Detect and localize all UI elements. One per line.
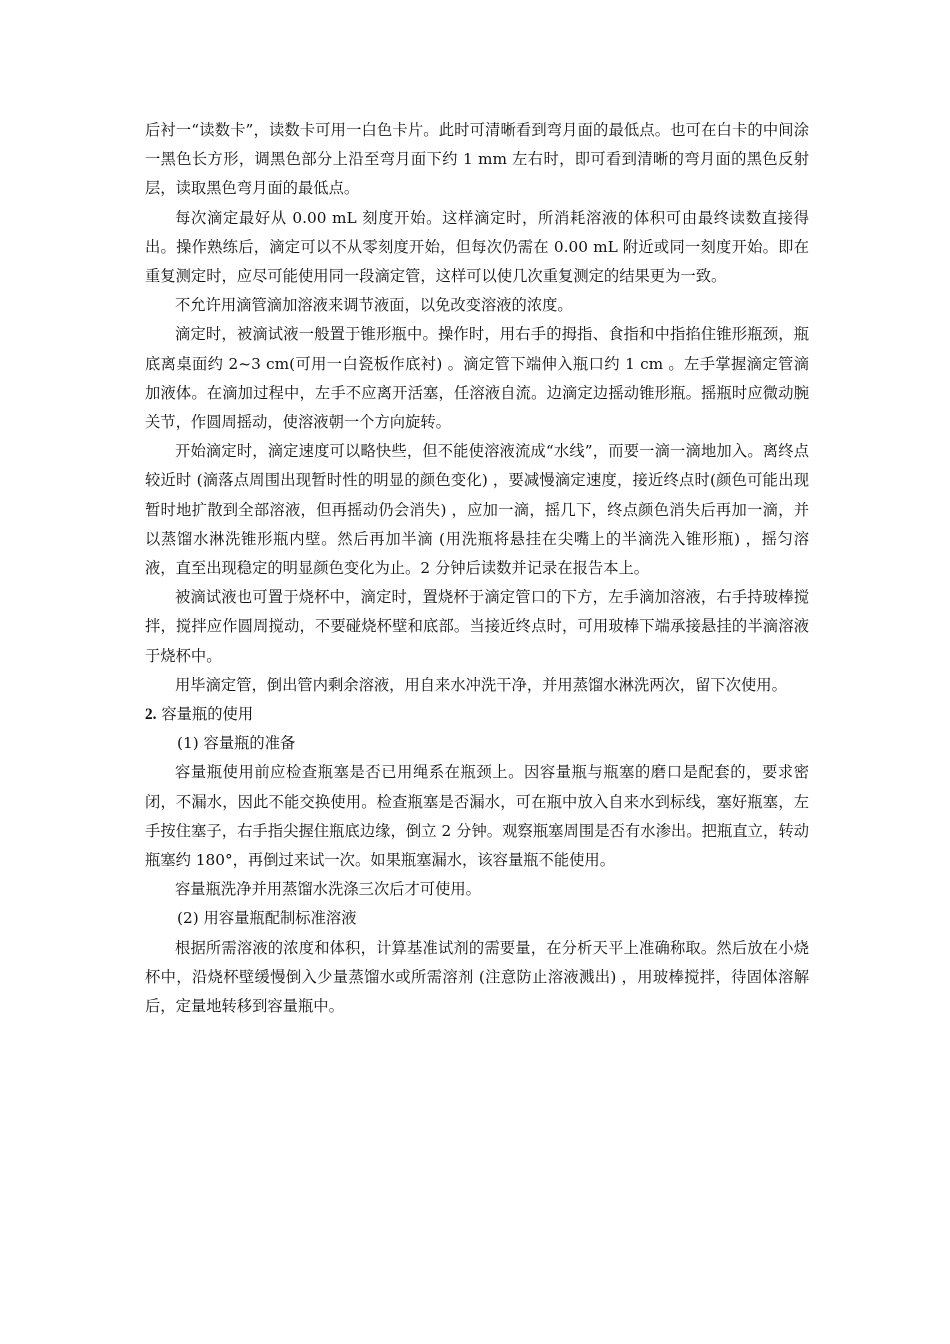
paragraph-flask-titration: 滴定时，被滴试液一般置于锥形瓶中。操作时，用右手的拇指、食指和中指掐住锥形瓶颈，瓶底离桌面约 2~3 cm(可用一白瓷板作底衬) 。滴定管下端伸入瓶口约 1 cm 。左手掌握滴定管滴加液体。在滴加过程中，左手不应离开活塞，任溶液自流。边滴定边摇动锥形瓶。摇瓶时应微动腕关节，作圆周摇动，使溶液朝一个方向旋转。 [145, 325, 809, 432]
paragraph-washing: 容量瓶洗净并用蒸馏水洗涤三次后才可使用。 [175, 880, 481, 899]
subsection-heading-preparation: (1) 容量瓶的准备 [177, 734, 296, 753]
paragraph-stopper-check: 容量瓶使用前应检查瓶塞是否已用绳系在瓶颈上。因容量瓶与瓶塞的磨口是配套的，要求密闭，不漏水，因此不能交换使用。检查瓶塞是否漏水，可在瓶中放入自来水到标线，塞好瓶塞，左手按住塞子，右手指尖握住瓶底边缘，倒立 2 分钟。观察瓶塞周围是否有水渗出。把瓶直立，转动瓶塞约 180°，再倒过来试一次。如果瓶塞漏水，该容量瓶不能使用。 [145, 763, 809, 870]
subsection-heading-standard-solution: (2) 用容量瓶配制标准溶液 [177, 909, 357, 928]
paragraph-beaker-titration: 被滴试液也可置于烧杯中，滴定时，置烧杯于滴定管口的下方，左手滴加溶液，右手持玻棒搅拌，搅拌应作圆周搅动，不要碰烧杯壁和底部。当接近终点时，可用玻棒下端承接悬挂的半滴溶液于烧杯中。 [145, 588, 809, 665]
section-title: 容量瓶的使用 [156, 705, 254, 724]
paragraph-titration-speed: 开始滴定时，滴定速度可以略快些，但不能使溶液流成“水线”，而要一滴一滴地加入。离终点较近时 (滴落点周围出现暂时性的明显的颜色变化) ，要减慢滴定速度，接近终点时(颜色可能出现暂时地扩散到全部溶液，但再摇动仍会消失) ，应加一滴，摇几下，终点颜色消失后再加一滴，并以蒸馏水淋洗锥形瓶内壁。然后再加半滴 (用洗瓶将悬挂在尖嘴上的半滴洗入锥形瓶) ，摇匀溶液，直至出现稳定的明显颜色变化为止。2 分钟后读数并记录在报告本上。 [145, 442, 809, 578]
paragraph-reading-card: 后衬一“读数卡”，读数卡可用一白色卡片。此时可清晰看到弯月面的最低点。也可在白卡的中间涂一黑色长方形，调黑色部分上沿至弯月面下约 1 mm 左右时，即可看到清晰的弯月面的黑色反射层，读取黑色弯月面的最低点。 [145, 121, 809, 198]
section-heading [145, 700, 809, 729]
paragraph-cleanup: 用毕滴定管，倒出管内剩余溶液，用自来水冲洗干净，并用蒸馏水淋洗两次，留下次使用。 [175, 675, 787, 694]
paragraph-weighing-transfer: 根据所需溶液的浓度和体积，计算基准试剂的需要量，在分析天平上准确称取。然后放在小烧杯中，沿烧杯壁缓慢倒入少量蒸馏水或所需溶剂 (注意防止溶液溅出) ，用玻棒搅拌，待固体溶解后，定量地转移到容量瓶中。 [145, 938, 809, 1016]
paragraph-no-dropper: 不允许用滴管滴加溶液来调节液面，以免改变溶液的浓度。 [175, 296, 573, 315]
paragraph-zero-start: 每次滴定最好从 0.00 mL 刻度开始。这样滴定时，所消耗溶液的体积可由最终读数直接得出。操作熟练后，滴定可以不从零刻度开始，但每次仍需在 0.00 mL 附近或同一刻度开始。即在重复测定时，应尽可能使用同一段滴定管，这样可以使几次重复测定的结果更为一致。 [145, 208, 809, 286]
section-number: 2. [145, 706, 157, 724]
document-body [145, 116, 809, 1021]
